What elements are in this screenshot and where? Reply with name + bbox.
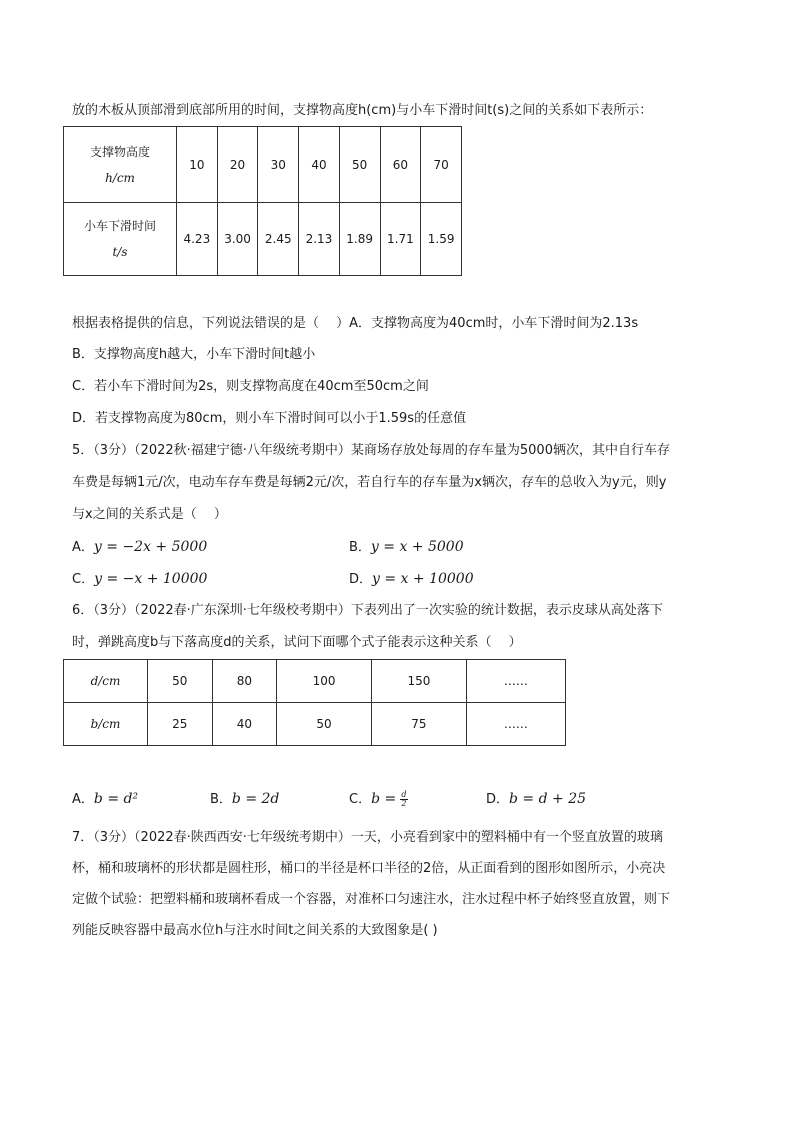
- q4-stem: 根据表格提供的信息，下列说法错误的是（ ）A．支撑物高度为40cm时，小车下滑时间为2.13s: [72, 316, 639, 331]
- table-cell: 1.89: [339, 203, 380, 276]
- option-label: A．: [72, 540, 94, 555]
- table-cell: 70: [421, 127, 462, 203]
- table-row-header: [64, 127, 177, 203]
- q7-line-2: 杯，桶和玻璃杯的形状都是圆柱形，桶口的半径是杯口半径的2倍，从正面看到的图形如图所示，小亮决: [72, 861, 666, 876]
- table-cell: ……: [466, 660, 565, 703]
- q6-option-b: [210, 789, 279, 810]
- table-cell: 2.13: [299, 203, 340, 276]
- option-expression: b = 2d: [231, 791, 280, 807]
- option-expression: y = x + 10000: [372, 571, 474, 587]
- option-label: D．: [349, 572, 373, 587]
- height-unit: h/cm: [105, 170, 135, 185]
- table-cell: 50: [277, 703, 372, 746]
- table-cell: 80: [212, 660, 277, 703]
- height-label: 支撑物高度: [89, 144, 150, 159]
- option-label: A．: [72, 792, 94, 807]
- option-label: C．: [349, 792, 372, 807]
- table-row-header: d/cm: [64, 660, 148, 703]
- q5-line-2: 车费是每辆1元/次，电动车存车费是每辆2元/次，若自行车的存车量为x辆次，存车的总收入为y元，则y: [72, 475, 667, 490]
- table-cell: 100: [277, 660, 372, 703]
- option-expression: b = d²: [93, 791, 139, 807]
- table-cell: 30: [258, 127, 299, 203]
- q7-line-3: 定做个试验：把塑料桶和玻璃杯看成一个容器，对准杯口匀速注水，注水过程中杯子始终竖直放置，则下: [72, 892, 671, 907]
- table-cell: 1.71: [380, 203, 421, 276]
- table-cell: 50: [339, 127, 380, 203]
- table-cell: 40: [299, 127, 340, 203]
- table-cell: 10: [177, 127, 218, 203]
- option-label: D．: [486, 792, 510, 807]
- q6-option-c: [349, 789, 408, 810]
- option-expression: b = d + 25: [509, 791, 587, 807]
- time-unit: t/s: [112, 245, 128, 259]
- q7-line-1: 7．（3分）（2022春·陕西西安·七年级统考期中）一天，小亮看到家中的塑料桶中有一个竖直放置的玻璃: [72, 830, 663, 845]
- q6-line-2: 时，弹跳高度b与下落高度d的关系，试问下面哪个式子能表示这种关系（ ）: [72, 635, 522, 650]
- option-label: C．: [72, 572, 95, 587]
- q4-option-b: B．支撑物高度h越大，小车下滑时间t越小: [72, 347, 316, 362]
- table-cell: 1.59: [421, 203, 462, 276]
- fraction-denominator: 2: [401, 799, 407, 808]
- q5-option-c: [72, 569, 207, 590]
- q7-line-4: 列能反映容器中最高水位h与注水时间t之间关系的大致图象是( ): [72, 923, 438, 938]
- fraction-numerator: d: [401, 790, 407, 799]
- q5-line-1: 5．（3分）（2022秋·福建宁德·八年级统考期中）某商场存放处每周的存车量为5000辆次，其中自行车存: [72, 443, 670, 458]
- table-cell: ……: [466, 703, 565, 746]
- table-cell: 4.23: [177, 203, 218, 276]
- table-cell: 20: [217, 127, 258, 203]
- table-cell: 3.00: [217, 203, 258, 276]
- option-label: B．: [210, 792, 232, 807]
- table-cell: 50: [148, 660, 213, 703]
- q5-option-b: [349, 537, 464, 558]
- q4-option-c: C．若小车下滑时间为2s，则支撑物高度在40cm至50cm之间: [72, 379, 429, 394]
- option-expression: y = −2x + 5000: [93, 539, 208, 555]
- table-row-header: [64, 203, 177, 276]
- q6-option-d: [486, 789, 586, 810]
- bounce-table: [63, 659, 566, 746]
- q6-option-a: [72, 789, 138, 810]
- q5-option-a: [72, 537, 207, 558]
- table-cell: 40: [212, 703, 277, 746]
- height-time-table: [63, 126, 462, 276]
- time-label: 小车下滑时间: [83, 219, 156, 233]
- intro-line: 放的木板从顶部滑到底部所用的时间，支撑物高度h(cm)与小车下滑时间t(s)之间的关系如下表所示：: [72, 103, 653, 118]
- table-cell: 150: [371, 660, 466, 703]
- option-label: B．: [349, 540, 371, 555]
- table-cell: 25: [148, 703, 213, 746]
- q4-option-d: D．若支撑物高度为80cm，则小车下滑时间可以小于1.59s的任意值: [72, 411, 467, 426]
- option-expression: y = −x + 10000: [94, 571, 208, 587]
- option-expression: b =: [371, 791, 397, 807]
- table-row-header: b/cm: [64, 703, 148, 746]
- table-cell: 60: [380, 127, 421, 203]
- table-cell: 75: [371, 703, 466, 746]
- table-cell: 2.45: [258, 203, 299, 276]
- q5-line-3: 与x之间的关系式是（ ）: [72, 507, 227, 522]
- option-expression: y = x + 5000: [370, 539, 464, 555]
- fraction: [400, 791, 407, 808]
- q5-option-d: [349, 569, 474, 590]
- q6-line-1: 6．（3分）（2022春·广东深圳·七年级校考期中）下表列出了一次实验的统计数据，表示皮球从高处落下: [72, 603, 663, 618]
